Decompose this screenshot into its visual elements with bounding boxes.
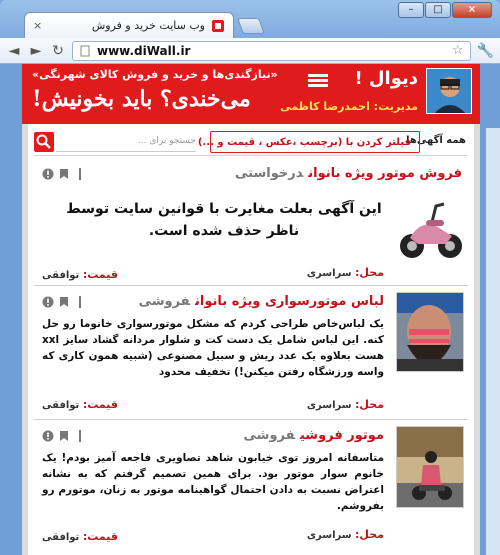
site-header [22,64,480,124]
price-value: توافقی [42,400,80,411]
tab-close-icon[interactable]: × [33,19,43,32]
price-value: توافقی [42,532,80,543]
ad-description: این آگهی بعلت مغایرت با قوانین سایت توسط ناظر حذف شده است. [66,201,382,239]
avatar [426,68,472,114]
price-value: توافقی [42,270,80,281]
ad-item [34,288,468,420]
bookmark-icon[interactable] [58,430,70,442]
reload-button[interactable]: ↻ [52,42,64,59]
ads-panel [22,124,480,555]
ad-price [42,268,118,281]
more-icon[interactable] [74,430,86,442]
ad-photo[interactable] [396,292,464,372]
ad-tools [42,168,86,180]
all-ads-link[interactable]: همه آگهی‌ها [406,135,466,146]
bookmark-star-icon[interactable]: ☆ [451,43,464,58]
address-bar[interactable] [72,41,471,61]
ad-tools [42,296,86,308]
url-text: www.diWall.ir [97,43,191,58]
site-manager: مدیریت: احمدرضا کاظمی [280,100,418,113]
ad-title-text: فروش موتور ویژه بانوان [308,166,462,181]
close-button[interactable]: × [452,2,492,18]
back-button[interactable]: ◄ [8,42,20,59]
location-value: سراسری [306,530,352,541]
ad-title[interactable] [244,428,384,443]
report-icon[interactable] [42,430,54,442]
site-tagline: «نیازگندی‌ها و خرید و فروش کالای شهرنگی» [32,68,278,81]
ad-photo[interactable] [396,192,464,262]
page-icon [79,45,91,57]
ad-location [307,398,384,411]
search-input[interactable]: جستجو برای ... [56,132,196,152]
ad-item [34,422,468,555]
ad-item [34,158,468,286]
price-label: قیمت: [82,268,118,281]
new-tab-button[interactable] [237,18,265,34]
report-icon[interactable] [42,168,54,180]
price-label: قیمت: [82,530,118,543]
ad-location [307,528,384,541]
browser-toolbar [0,38,500,64]
filter-bar [34,128,468,156]
ad-type: فروشی [138,294,191,309]
report-icon[interactable] [42,296,54,308]
search-button[interactable] [34,132,54,152]
maximize-button[interactable]: □ [425,2,451,18]
site-brand[interactable]: دیوال ! [354,68,418,89]
ad-photo[interactable] [396,426,464,508]
filter-label: فیلتر کردن با (برچسب ،عکس ، قیمت و ...) [197,136,411,148]
wrench-icon[interactable]: 🔧 [476,42,494,59]
forward-button[interactable]: ► [30,42,42,59]
browser-tab[interactable] [24,12,234,38]
ad-description: یک لباس‌خاص طراحی کردم که مشکل موتورسواری خانوما رو حل کنه. این لباس شامل یک دست کت و شلوار مردانه گشاد سایز xxl هست بعلاوه یک عدد ریش و سبیل مصنوعی (شبیه همون کاری که واسه ورزشگاه رفتن میکنن!) تخفیف محدود [42,318,384,378]
logo-icon [306,68,330,92]
price-label: قیمت: [82,398,118,411]
ad-location [307,266,384,279]
ad-tools [42,430,86,442]
ad-type: فروشی [243,428,295,443]
location-value: سراسری [306,400,352,411]
ad-price [42,398,118,411]
ad-title-text: موتور فروشی [299,428,384,443]
site-slogan: می‌خندی؟ باید بخونیش! [32,86,251,112]
location-label: محل: [355,266,384,279]
window-scrollbar[interactable] [486,128,500,555]
more-icon[interactable] [74,168,86,180]
ad-description: متاسفانه امروز توی خیابون شاهد تصاویری فاجعه آمیز بودم! یک خانوم سوار موتور بود. برای همین تصمیم گرفتم که به نشانه اعتراض نسبت به دادن احتمال گواهینامه موتور به زنان، موتورم رو بفروشم. [42,452,384,512]
window-controls [398,2,492,18]
filter-button[interactable] [197,131,420,153]
search-icon [34,132,54,152]
location-value: سراسری [306,268,352,279]
tab-title: وب سایت خرید و فروش [91,19,205,32]
ad-title[interactable] [235,166,462,181]
ad-type: درخواستی [235,166,304,181]
page-viewport [22,64,480,555]
ad-title-text: لباس موتورسواری ویژه بانوان [195,294,384,309]
location-label: محل: [355,398,384,411]
bookmark-icon[interactable] [58,296,70,308]
minimize-button[interactable]: – [398,2,424,18]
title-bar [0,0,500,38]
ad-title[interactable] [139,294,384,309]
more-icon[interactable] [74,296,86,308]
ad-price [42,530,118,543]
location-label: محل: [355,528,384,541]
bookmark-icon[interactable] [58,168,70,180]
favicon-icon [211,19,225,33]
